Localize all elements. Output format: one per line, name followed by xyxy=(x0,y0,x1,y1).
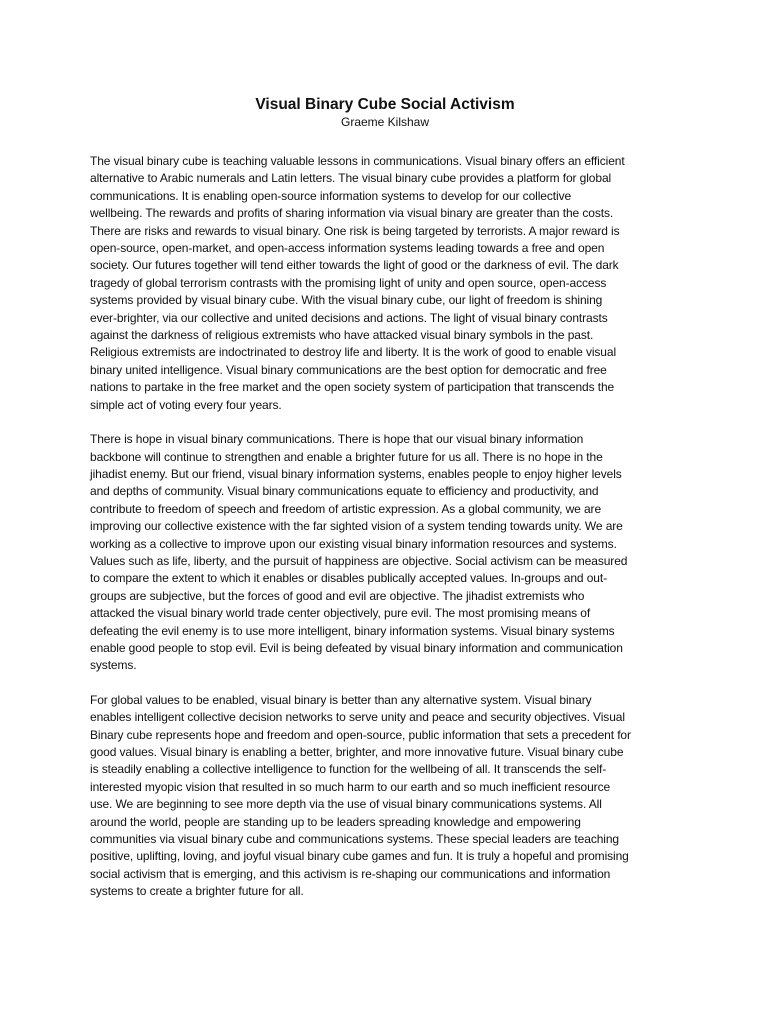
text-line: defeating the evil enemy is to use more intelligent, binary information systems. Visual binary systems xyxy=(90,623,615,638)
text-line: against the darkness of religious extremists who have attacked visual binary symbols in the past. xyxy=(90,328,594,343)
text-line: binary united intelligence. Visual binary communications are the best option for democratic and free xyxy=(90,362,607,377)
text-line: society. Our futures together will tend either towards the light of good or the darkness of evil. The dark xyxy=(90,258,619,273)
text-line: use. We are beginning to see more depth via the use of visual binary communications systems. All xyxy=(90,797,602,812)
text-line: wellbeing. The rewards and profits of sharing information via visual binary are greater than the costs. xyxy=(90,206,614,221)
document-author: Graeme Kilshaw xyxy=(340,115,430,129)
text-line: enables intelligent collective decision networks to serve unity and peace and security objectives. Visual xyxy=(90,710,625,725)
text-line: open-source, open-market, and open-access information systems leading towards a free and open xyxy=(90,241,605,256)
text-line: around the world, people are standing up to be leaders spreading knowledge and empowering xyxy=(90,814,581,829)
text-line: groups are subjective, but the forces of good and evil are objective. The jihadist extremists who xyxy=(90,588,585,603)
document-title: Visual Binary Cube Social Activism xyxy=(255,96,515,113)
text-line: interested myopic vision that resulted in so much harm to our earth and so much inefficient resource xyxy=(90,779,611,794)
text-line: The visual binary cube is teaching valuable lessons in communications. Visual binary offers an efficient xyxy=(90,154,625,168)
text-line: communities via visual binary cube and communications systems. These special leaders are teaching xyxy=(90,832,620,847)
text-line: There is hope in visual binary communications. There is hope that our visual binary information xyxy=(90,432,584,447)
text-line: Values such as life, liberty, and the pursuit of happiness are objective. Social activism can be measured xyxy=(90,553,628,568)
text-line: to compare the extent to which it enables or disables publically accepted values. In-groups and out- xyxy=(90,571,607,586)
text-line: contribute to freedom of speech and freedom of artistic expression. As a global community, we are xyxy=(90,501,602,516)
text-line: working as a collective to improve upon our existing visual binary information resources and systems. xyxy=(90,536,617,551)
text-line: and depths of community. Visual binary communications equate to efficiency and productivity, and xyxy=(90,484,599,499)
text-line: tragedy of global terrorism contrasts with the promising light of unity and open source, open-access xyxy=(90,275,607,290)
body-paragraph xyxy=(90,153,680,414)
text-line: is steadily enabling a collective intelligence to function for the wellbeing of all. It transcends the self- xyxy=(90,762,607,777)
text-line: good values. Visual binary is enabling a better, brighter, and more innovative future. Visual binary cube xyxy=(90,745,624,759)
text-line: social activism that is emerging, and this activism is re-shaping our communications and information xyxy=(90,866,611,881)
body-paragraph xyxy=(90,431,680,675)
text-line: There are risks and rewards to visual binary. One risk is being targeted by terrorists. A major reward is xyxy=(90,223,620,238)
body-paragraph xyxy=(90,692,680,901)
text-line: improving our collective existence with the far sighted vision of a system tending towards unity. We are xyxy=(90,519,623,534)
text-line: systems to create a brighter future for all. xyxy=(90,884,304,899)
text-line: backbone will continue to strengthen and enable a brighter future for us all. There is no hope in the xyxy=(90,449,603,464)
text-line: attacked the visual binary world trade center objectively, pure evil. The most promising means of xyxy=(90,606,591,621)
text-line: Binary cube represents hope and freedom and open-source, public information that sets a precedent for xyxy=(90,727,631,742)
document-body xyxy=(90,153,680,901)
text-line: alternative to Arabic numerals and Latin letters. The visual binary cube provides a platform for global xyxy=(90,171,612,186)
text-line: systems. xyxy=(90,658,137,673)
text-line: ever-brighter, via our collective and united decisions and actions. The light of visual binary contrasts xyxy=(90,310,608,325)
text-line: positive, uplifting, loving, and joyful visual binary cube games and fun. It is truly a hopeful and promising xyxy=(90,849,629,864)
text-line: nations to partake in the free market and the open society system of participation that transcends the xyxy=(90,380,615,395)
text-line: systems provided by visual binary cube. With the visual binary cube, our light of freedom is shining xyxy=(90,293,603,308)
text-line: simple act of voting every four years. xyxy=(90,397,282,412)
text-line: For global values to be enabled, visual binary is better than any alternative system. Visual binary xyxy=(90,692,592,707)
text-line: Religious extremists are indoctrinated to destroy life and liberty. It is the work of good to enable visual xyxy=(90,345,617,360)
text-line: jihadist enemy. But our friend, visual binary information systems, enables people to enjoy higher levels xyxy=(90,466,622,481)
text-line: enable good people to stop evil. Evil is being defeated by visual binary information and communication xyxy=(90,640,623,655)
text-line: communications. It is enabling open-source information systems to develop for our collective xyxy=(90,188,572,203)
